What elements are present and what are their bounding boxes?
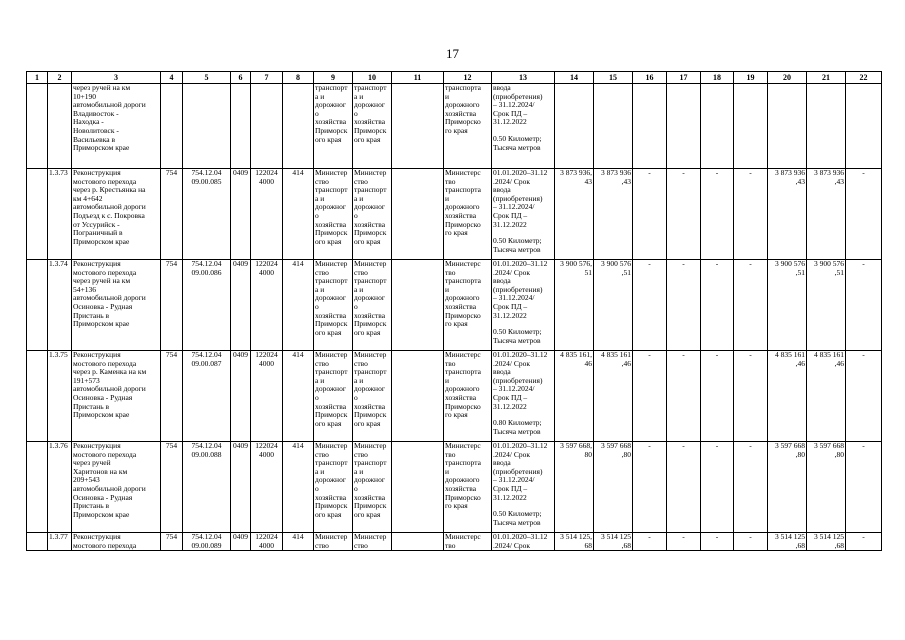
cell-object-code: 754.12.04 09.00.087 — [183, 351, 231, 442]
cell-col-20: 3 873 936 ,43 — [768, 169, 807, 260]
cell-object-code: 754.12.04 09.00.089 — [183, 533, 231, 551]
cell-developer: транспорт а и дорожног о хозяйства Приморск ого края — [353, 84, 392, 169]
header-row — [27, 72, 882, 84]
cell-col-22: - — [846, 351, 882, 442]
cell-row-number: 1.3.73 — [48, 169, 72, 260]
cell-col-20: 4 835 161 ,46 — [768, 351, 807, 442]
table-row — [27, 442, 882, 533]
cell-dates: 01.01.2020–31.12 .2024/ Срок ввода (приобретения) – 31.12.2024/ Срок ПД – 31.12.2022 — [493, 168, 548, 229]
cell-col-19: - — [734, 260, 768, 351]
cell-customer: Министер ство транспорт а и дорожног о хозяйства Приморск ого края — [314, 169, 353, 260]
cell-object-name: Реконструкция мостового перехода — [72, 533, 161, 551]
cell-capacity: 0.50 Километр; Тысяча метров — [493, 327, 542, 345]
cell-dates: 01.01.2020–31.12 .2024/ Срок ввода (приобретения) – 31.12.2024/ Срок ПД – 31.12.2022 — [493, 259, 548, 320]
cell-row-number: 1.3.76 — [48, 442, 72, 533]
cell-customer: Министер ство — [314, 533, 353, 551]
cell-col-17: - — [667, 260, 701, 351]
cell-col-18: - — [701, 351, 734, 442]
column-header: 2 — [48, 72, 72, 84]
column-header: 6 — [231, 72, 251, 84]
cell-col-21: 3 514 125 ,68 — [807, 533, 846, 551]
cell-customer: Министер ство транспорт а и дорожног о хозяйства Приморск ого края — [314, 260, 353, 351]
cell-object-code: 754.12.04 09.00.085 — [183, 169, 231, 260]
cell-capacity: 0.80 Километр; Тысяча метров — [493, 418, 542, 436]
column-header: 10 — [353, 72, 392, 84]
cell-empty — [27, 533, 48, 551]
cell-col-16: - — [633, 260, 667, 351]
cell-col-18: - — [701, 260, 734, 351]
table-row — [27, 351, 882, 442]
cell-capacity: 0.50 Километр; Тысяча метров — [493, 509, 542, 527]
cell-target-article: 122024 4000 — [251, 260, 283, 351]
cell-gov-code: 754 — [161, 351, 183, 442]
cell-gov-code: 754 — [161, 533, 183, 551]
cell-dates-capacity — [492, 442, 555, 533]
cell-capacity: 0.50 Километр; Тысяча метров — [493, 236, 542, 254]
cell-object-name: через ручей на км 10+190 автомобильной дороги Владивосток - Находка - Новолитовск - Васильевка в Приморском крае — [72, 84, 161, 169]
column-header: 16 — [633, 72, 667, 84]
cell-col-11 — [392, 169, 444, 260]
cell-section: 0409 — [231, 351, 251, 442]
column-header: 11 — [392, 72, 444, 84]
cell-col-20: 3 900 576 ,51 — [768, 260, 807, 351]
budget-table — [26, 71, 882, 551]
cell-col-21: 3 900 576 ,51 — [807, 260, 846, 351]
cell-cost-2022: 3 873 936 ,43 — [594, 169, 633, 260]
cell-cost-total: 4 835 161, 46 — [555, 351, 594, 442]
cell-col-16: - — [633, 169, 667, 260]
cell-object-code: 754.12.04 09.00.086 — [183, 260, 231, 351]
cell-cost-total: 3 597 668, 80 — [555, 442, 594, 533]
cell-col-18: - — [701, 169, 734, 260]
cell-col-22: - — [846, 169, 882, 260]
cell-row-number: 1.3.77 — [48, 533, 72, 551]
table-row — [27, 169, 882, 260]
cell-dates: 01.01.2020–31.12 .2024/ Срок ввода (приобретения) – 31.12.2024/ Срок ПД – 31.12.2022 — [493, 441, 548, 502]
cell-col-22: - — [846, 260, 882, 351]
cell-row-number: 1.3.74 — [48, 260, 72, 351]
cell-customer: Министер ство транспорт а и дорожног о хозяйства Приморск ого края — [314, 442, 353, 533]
cell-object-name: Реконструкция мостового перехода через р. Крестьянка на км 4+642 автомобильной дороги Подъезд к с. Покровка от Уссурийск - Пограничный в Приморском крае — [72, 169, 161, 260]
column-header: 19 — [734, 72, 768, 84]
cell-object-name: Реконструкция мостового перехода через ручей на км 54+136 автомобильной дороги Осиновка - Рудная Пристань в Приморском крае — [72, 260, 161, 351]
cell-developer: Министер ство транспорт а и дорожног о хозяйства Приморск ого края — [353, 442, 392, 533]
cell-developer: Министер ство — [353, 533, 392, 551]
cell-col-19: - — [734, 169, 768, 260]
column-header: 4 — [161, 72, 183, 84]
cell-object-name: Реконструкция мостового перехода через р. Каменка на км 191+573 автомобильной дороги Осиновка - Рудная Пристань в Приморском крае — [72, 351, 161, 442]
cell-col-22: - — [846, 442, 882, 533]
cell-expense-type: 414 — [283, 351, 314, 442]
cell-expense-type: 414 — [283, 533, 314, 551]
cell-target-article: 122024 4000 — [251, 533, 283, 551]
cell-col-19: - — [734, 442, 768, 533]
cell-col-11 — [392, 533, 444, 551]
cell-gov-code: 754 — [161, 442, 183, 533]
table-row — [27, 533, 882, 551]
cell-section: 0409 — [231, 442, 251, 533]
cell-col-11 — [392, 260, 444, 351]
cell-expense-type: 414 — [283, 442, 314, 533]
cell-row-number: 1.3.75 — [48, 351, 72, 442]
cell-col-16: - — [633, 442, 667, 533]
cell-gov-code: 754 — [161, 260, 183, 351]
cell-cost-2022: 3 597 668 ,80 — [594, 442, 633, 533]
column-header: 7 — [251, 72, 283, 84]
cell-col-16: - — [633, 351, 667, 442]
cell-col-17: - — [667, 169, 701, 260]
cell-col-18: - — [701, 442, 734, 533]
cell-responsible: Министерс тво транспорта и дорожного хозяйства Приморско го края — [444, 442, 492, 533]
cell-dates-capacity — [492, 84, 555, 169]
column-header: 13 — [492, 72, 555, 84]
cell-col-11 — [392, 442, 444, 533]
cell-customer: Министер ство транспорт а и дорожног о хозяйства Приморск ого края — [314, 351, 353, 442]
page-number: 17 — [446, 46, 459, 61]
column-header: 3 — [72, 72, 161, 84]
cell-cost-total: 3 900 576, 51 — [555, 260, 594, 351]
cell-dates-capacity — [492, 351, 555, 442]
cell-section: 0409 — [231, 260, 251, 351]
cell-target-article: 122024 4000 — [251, 442, 283, 533]
cell-empty — [27, 169, 48, 260]
column-header: 18 — [701, 72, 734, 84]
column-header: 1 — [27, 72, 48, 84]
cell-customer: транспорт а и дорожног о хозяйства Приморск ого края — [314, 84, 353, 169]
cell-col-21: 3 873 936 ,43 — [807, 169, 846, 260]
cell-responsible: Министерс тво — [444, 533, 492, 551]
cell-col-18: - — [701, 533, 734, 551]
cell-col-17: - — [667, 442, 701, 533]
cell-responsible: транспорта и дорожного хозяйства Приморско го края — [444, 84, 492, 169]
cell-empty — [27, 260, 48, 351]
column-header: 22 — [846, 72, 882, 84]
table-row — [27, 260, 882, 351]
cell-developer: Министер ство транспорт а и дорожног о хозяйства Приморск ого края — [353, 351, 392, 442]
column-header: 21 — [807, 72, 846, 84]
cell-cost-total: 3 873 936, 43 — [555, 169, 594, 260]
cell-col-11 — [392, 351, 444, 442]
column-header: 9 — [314, 72, 353, 84]
cell-dates: 01.01.2020–31.12 .2024/ Срок ввода (приобретения) – 31.12.2024/ Срок ПД – 31.12.2022 — [493, 350, 548, 411]
cell-cost-total: 3 514 125, 68 — [555, 533, 594, 551]
column-header: 20 — [768, 72, 807, 84]
cell-section: 0409 — [231, 169, 251, 260]
cell-cost-2022: 3 900 576 ,51 — [594, 260, 633, 351]
cell-col-22: - — [846, 533, 882, 551]
cell-developer: Министер ство транспорт а и дорожног о хозяйства Приморск ого края — [353, 260, 392, 351]
cell-col-19: - — [734, 533, 768, 551]
cell-gov-code: 754 — [161, 169, 183, 260]
cell-expense-type: 414 — [283, 260, 314, 351]
cell-col-19: - — [734, 351, 768, 442]
cell-col-17: - — [667, 351, 701, 442]
column-header: 15 — [594, 72, 633, 84]
cell-empty — [27, 351, 48, 442]
cell-col-21: 4 835 161 ,46 — [807, 351, 846, 442]
cell-dates: 01.01.2020–31.12 .2024/ Срок — [492, 533, 555, 551]
cell-col-17: - — [667, 533, 701, 551]
cell-col-21: 3 597 668 ,80 — [807, 442, 846, 533]
cell-expense-type: 414 — [283, 169, 314, 260]
column-header: 12 — [444, 72, 492, 84]
cell-capacity: 0.50 Километр; Тысяча метров — [493, 133, 542, 152]
column-header: 14 — [555, 72, 594, 84]
table-row-continued — [27, 84, 882, 169]
cell-col-16: - — [633, 533, 667, 551]
cell-dates-capacity — [492, 260, 555, 351]
cell-dates-capacity — [492, 169, 555, 260]
cell-developer: Министер ство транспорт а и дорожног о хозяйства Приморск ого края — [353, 169, 392, 260]
column-header: 17 — [667, 72, 701, 84]
cell-dates: ввода (приобретения) – 31.12.2024/ Срок ПД – 31.12.2022 — [493, 83, 543, 127]
column-header: 5 — [183, 72, 231, 84]
cell-cost-2022: 4 835 161 ,46 — [594, 351, 633, 442]
cell-col-20: 3 514 125 ,68 — [768, 533, 807, 551]
cell-empty — [27, 442, 48, 533]
cell-target-article: 122024 4000 — [251, 169, 283, 260]
cell-section: 0409 — [231, 533, 251, 551]
cell-object-name: Реконструкция мостового перехода через ручей Харитонов на км 209+543 автомобильной дороги Осиновка - Рудная Пристань в Приморском крае — [72, 442, 161, 533]
cell-target-article: 122024 4000 — [251, 351, 283, 442]
cell-col-20: 3 597 668 ,80 — [768, 442, 807, 533]
cell-responsible: Министерс тво транспорта и дорожного хозяйства Приморско го края — [444, 351, 492, 442]
cell-responsible: Министерс тво транспорта и дорожного хозяйства Приморско го края — [444, 169, 492, 260]
cell-cost-2022: 3 514 125 ,68 — [594, 533, 633, 551]
cell-responsible: Министерс тво транспорта и дорожного хозяйства Приморско го края — [444, 260, 492, 351]
cell-object-code: 754.12.04 09.00.088 — [183, 442, 231, 533]
column-header: 8 — [283, 72, 314, 84]
